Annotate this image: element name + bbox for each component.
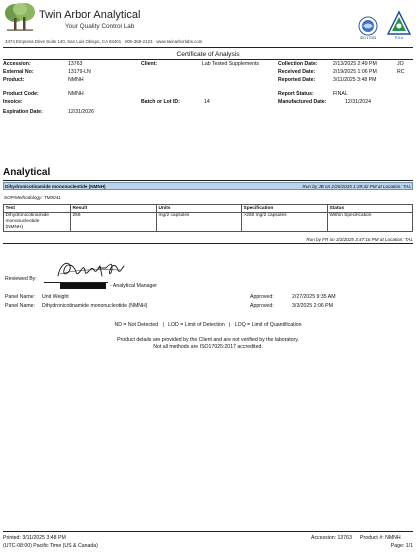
- reviewer-signature: [54, 258, 126, 282]
- received-initials: RC: [397, 69, 405, 75]
- sop-methodology: SOP/Methodology: TM0041: [4, 195, 61, 200]
- collection-date-label: Collection Date:: [278, 61, 318, 67]
- analyte-run-by: Run by JB on 2/26/2025 1:39:42 PM at Location: TAL: [302, 184, 411, 189]
- title-divider: [3, 59, 413, 60]
- panel-name-value-1: Unit Weight: [42, 294, 69, 300]
- pjla-badge-label: PJLA: [394, 36, 404, 40]
- analytical-heading: Analytical: [3, 167, 51, 178]
- invoice-label: Invoice:: [3, 99, 23, 105]
- table-bottom-divider: [3, 243, 413, 244]
- lab-address: 3474 Empresa Drive Suite 140, San Luis Obispo, CA 93401 · 805-369-2123 · www.twinarborlabs.com: [5, 39, 203, 44]
- expiration-date-value: 12/31/2026: [68, 109, 94, 115]
- analyte-header-bar: [3, 182, 413, 190]
- handwritten-signature-icon: [54, 258, 126, 282]
- test-name-line2: mononucleotide: [5, 218, 40, 224]
- client-value: Lab Tested Supplements: [202, 61, 260, 67]
- redacted-name: [60, 283, 106, 289]
- report-status-value: FINAL: [333, 91, 348, 97]
- footer-product: Product #: NMNH: [360, 535, 401, 541]
- footer-accession: Accession: 13763: [311, 535, 352, 541]
- product-code-label: Product Code:: [3, 91, 39, 97]
- panel-name-label-1: Panel Name:: [5, 294, 35, 300]
- reported-date-value: 3/11/2025 3:48 PM: [333, 77, 377, 83]
- test-name-line1: Dihydronicotinamide: [5, 213, 49, 219]
- reviewed-by-label: Reviewed By:: [5, 276, 37, 282]
- product-code-value: NMNH: [68, 91, 84, 97]
- table-row: [4, 212, 413, 231]
- analyte-name: Dihydronicotinamide mononucleotide (NMNH): [5, 184, 106, 189]
- header-divider: [3, 47, 413, 48]
- cell-status: Within Specification: [328, 212, 413, 231]
- manufactured-date-label: Manufactured Date:: [278, 99, 327, 105]
- batch-lot-label: Batch or Lot ID:: [141, 99, 180, 105]
- accession-label: Accession:: [3, 61, 31, 67]
- disclaimer-client: Product details are provided by the Client and are not verified by the laboratory.: [117, 337, 299, 343]
- footer-timezone: (UTC-08:00) Pacific Time (US & Canada): [3, 543, 98, 549]
- expiration-date-label: Expiration Date:: [3, 109, 43, 115]
- lab-tagline: Your Quality Control Lab: [65, 23, 135, 30]
- reviewer-role: - Analytical Manager: [110, 283, 157, 289]
- collection-date-value: 2/13/2025 2:49 PM: [333, 61, 377, 67]
- external-no-value: 13179-LN: [68, 69, 91, 75]
- panel-name-value-2: Dihydronicotinamide mononucleotide (NMNH): [42, 303, 148, 309]
- product-label: Product:: [3, 77, 25, 83]
- disclaimer-iso: Not all methods are ISO17025:2017 accredited.: [153, 344, 263, 350]
- col-result: Result: [71, 205, 157, 213]
- reported-date-label: Reported Date:: [278, 77, 316, 83]
- col-specification: Specification: [242, 205, 328, 213]
- approved-value-2: 3/3/2025 2:06 PM: [292, 303, 333, 309]
- lab-name: Twin Arbor Analytical: [39, 9, 141, 21]
- table-run-by: Run by FR on 3/3/2025 3:47:16 PM at Location: TAL: [306, 237, 413, 242]
- accession-value: 13763: [68, 61, 83, 67]
- external-no-label: External No:: [3, 69, 34, 75]
- approved-label-2: Approved:: [250, 303, 274, 309]
- tree-logo-icon: [3, 2, 37, 32]
- iso-accreditation-badge: [354, 16, 382, 42]
- certificate-title: Certificate of Analysis: [176, 51, 240, 58]
- panel-name-label-2: Panel Name:: [5, 303, 35, 309]
- received-date-value: 2/19/2025 1:06 PM: [333, 69, 377, 75]
- col-test: Test: [4, 205, 71, 213]
- product-value: NMNH: [68, 77, 84, 83]
- cell-result: 256: [71, 212, 157, 231]
- footer-divider: [3, 531, 413, 532]
- footer-page: Page: 1/1: [390, 543, 413, 549]
- manufactured-date-value: 12/31/2024: [345, 99, 371, 105]
- approved-value-1: 2/27/2025 9:35 AM: [292, 294, 336, 300]
- abbreviation-legend: ND = Not Detected | LOD = Limit of Detection | LOQ = Limit of Quantification: [114, 322, 302, 328]
- lab-logo: [3, 2, 37, 32]
- analytical-divider: [3, 180, 413, 181]
- cell-test: [4, 212, 71, 231]
- col-status: Status: [328, 205, 413, 213]
- col-units: Units: [157, 205, 242, 213]
- pjla-accreditation-badge: [386, 10, 412, 42]
- cell-specification: >250 mg/2 capsules: [242, 212, 328, 231]
- footer-printed: Printed: 3/11/2025 3:48 PM: [3, 535, 66, 541]
- batch-lot-value: 14: [204, 99, 210, 105]
- cell-units: mg/2 capsules: [157, 212, 242, 231]
- pjla-triangle-icon: [386, 10, 412, 38]
- collection-initials: JO: [397, 61, 404, 67]
- report-status-label: Report Status:: [278, 91, 314, 97]
- approved-label-1: Approved:: [250, 294, 274, 300]
- iso-badge-label: ISO 17025: [359, 36, 377, 40]
- received-date-label: Received Date:: [278, 69, 316, 75]
- results-header-row: [4, 205, 413, 213]
- results-table: [3, 204, 413, 232]
- client-label: Client:: [141, 61, 158, 67]
- test-name-line3: (NMNH): [5, 224, 24, 230]
